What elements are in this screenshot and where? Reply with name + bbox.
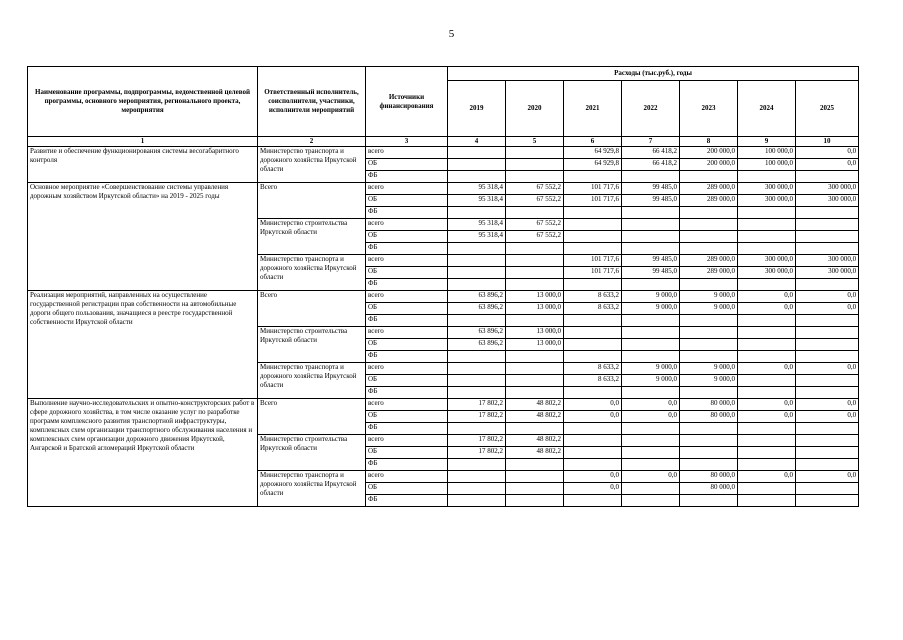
column-number: 9 (738, 137, 796, 147)
amount-cell (506, 207, 564, 219)
funding-source: всего (366, 291, 448, 303)
amount-cell: 80 000,0 (680, 471, 738, 483)
amount-cell: 0,0 (738, 291, 796, 303)
amount-cell: 0,0 (796, 147, 859, 159)
amount-cell: 0,0 (738, 399, 796, 411)
amount-cell: 64 929,8 (564, 159, 622, 171)
amount-cell: 63 896,2 (448, 327, 506, 339)
amount-cell: 300 000,0 (738, 195, 796, 207)
amount-cell: 48 802,2 (506, 435, 564, 447)
amount-cell: 0,0 (564, 411, 622, 423)
amount-cell (796, 423, 859, 435)
header-executor: Ответственный исполнитель, соисполнители, участники, исполнители мероприятий (258, 67, 366, 137)
amount-cell (680, 495, 738, 507)
amount-cell: 17 802,2 (448, 399, 506, 411)
amount-cell: 300 000,0 (796, 183, 859, 195)
amount-cell: 17 802,2 (448, 447, 506, 459)
executor-name: Министерство строительства Иркутской области (258, 435, 366, 471)
amount-cell (506, 495, 564, 507)
amount-cell (448, 459, 506, 471)
amount-cell (738, 219, 796, 231)
amount-cell (796, 435, 859, 447)
program-name: Развитие и обеспечение функционирования системы весогабаритного контроля (28, 147, 258, 183)
amount-cell (506, 459, 564, 471)
amount-cell: 0,0 (738, 363, 796, 375)
column-number: 10 (796, 137, 859, 147)
amount-cell: 95 318,4 (448, 231, 506, 243)
amount-cell (448, 375, 506, 387)
amount-cell: 0,0 (622, 411, 680, 423)
amount-cell (506, 351, 564, 363)
amount-cell (738, 387, 796, 399)
funding-source: всего (366, 435, 448, 447)
funding-source: ОБ (366, 375, 448, 387)
amount-cell (622, 435, 680, 447)
program-name: Основное мероприятие «Совершенствование системы управления дорожным хозяйством Иркутской области» на 2019 - 2025 годы (28, 183, 258, 291)
amount-cell: 48 802,2 (506, 411, 564, 423)
amount-cell (448, 171, 506, 183)
amount-cell (622, 339, 680, 351)
program-name: Выполнение научно-исследовательских и опытно-конструкторских работ в сфере дорожного хозяйства, в том числе оказание услуг по разработке программ комплексного развития транспортной инфраструктуры, комплексных схем организации транспортного обслуживания населения и комплексных схем организации дорожного движения Иркутской, Ангарской и Братской агломераций Иркутской области (28, 399, 258, 507)
amount-cell (680, 171, 738, 183)
amount-cell (448, 159, 506, 171)
amount-cell: 100 000,0 (738, 159, 796, 171)
amount-cell (622, 315, 680, 327)
amount-cell: 8 633,2 (564, 303, 622, 315)
amount-cell (680, 231, 738, 243)
amount-cell: 0,0 (796, 303, 859, 315)
executor-name: Министерство транспорта и дорожного хозяйства Иркутской области (258, 255, 366, 291)
page-number: 5 (448, 28, 455, 40)
amount-cell (564, 315, 622, 327)
funding-source: ОБ (366, 303, 448, 315)
amount-cell (680, 207, 738, 219)
amount-cell (564, 459, 622, 471)
amount-cell: 9 000,0 (622, 363, 680, 375)
amount-cell (564, 423, 622, 435)
amount-cell (564, 219, 622, 231)
amount-cell (564, 495, 622, 507)
amount-cell (506, 255, 564, 267)
program-name: Реализация мероприятий, направленных на осуществление государственной регистрации прав собственности на автомобильные дороги общего пользования, значащиеся в реестре государственной собственности Иркутской области (28, 291, 258, 399)
executor-name: Министерство транспорта и дорожного хозяйства Иркутской области (258, 471, 366, 507)
header-year-2019: 2019 (448, 81, 506, 137)
amount-cell (564, 387, 622, 399)
funding-source: всего (366, 255, 448, 267)
amount-cell (448, 243, 506, 255)
amount-cell: 95 318,4 (448, 219, 506, 231)
amount-cell: 289 000,0 (680, 267, 738, 279)
header-source: Источники финансирования (366, 67, 448, 137)
amount-cell (738, 279, 796, 291)
executor-name: Всего (258, 399, 366, 435)
funding-source: ФБ (366, 459, 448, 471)
header-year-2022: 2022 (622, 81, 680, 137)
amount-cell (680, 339, 738, 351)
amount-cell: 95 318,4 (448, 183, 506, 195)
header-year-2024: 2024 (738, 81, 796, 137)
header-name: Наименование программы, подпрограммы, ведомственной целевой программы, основного мероприятия, регионального проекта, мероприятия (28, 67, 258, 137)
amount-cell (738, 447, 796, 459)
amount-cell (796, 231, 859, 243)
column-number: 2 (258, 137, 366, 147)
funding-source: ОБ (366, 267, 448, 279)
amount-cell: 0,0 (564, 399, 622, 411)
amount-cell (448, 315, 506, 327)
amount-cell: 13 000,0 (506, 339, 564, 351)
amount-cell: 80 000,0 (680, 411, 738, 423)
amount-cell (448, 471, 506, 483)
amount-cell: 63 896,2 (448, 339, 506, 351)
amount-cell: 99 485,0 (622, 195, 680, 207)
header-expenses: Расходы (тыс.руб.), годы (448, 67, 859, 81)
funding-source: ОБ (366, 195, 448, 207)
amount-cell (448, 423, 506, 435)
header-year-2020: 2020 (506, 81, 564, 137)
amount-cell: 8 633,2 (564, 291, 622, 303)
amount-cell (796, 339, 859, 351)
amount-cell: 9 000,0 (622, 375, 680, 387)
amount-cell (680, 387, 738, 399)
amount-cell (680, 315, 738, 327)
amount-cell (796, 495, 859, 507)
amount-cell (564, 435, 622, 447)
funding-source: ФБ (366, 279, 448, 291)
amount-cell (796, 171, 859, 183)
amount-cell (738, 351, 796, 363)
amount-cell: 17 802,2 (448, 411, 506, 423)
funding-source: ФБ (366, 423, 448, 435)
amount-cell: 0,0 (796, 159, 859, 171)
amount-cell (448, 255, 506, 267)
funding-source: ФБ (366, 351, 448, 363)
amount-cell (506, 363, 564, 375)
amount-cell (622, 219, 680, 231)
table-row (28, 399, 859, 411)
amount-cell (506, 387, 564, 399)
amount-cell: 0,0 (622, 471, 680, 483)
amount-cell: 0,0 (738, 471, 796, 483)
amount-cell (506, 423, 564, 435)
funding-source: всего (366, 147, 448, 159)
executor-name: Министерство транспорта и дорожного хозяйства Иркутской области (258, 363, 366, 399)
amount-cell: 8 633,2 (564, 363, 622, 375)
amount-cell (448, 267, 506, 279)
amount-cell (622, 459, 680, 471)
funding-source: ФБ (366, 495, 448, 507)
amount-cell (680, 219, 738, 231)
amount-cell: 63 896,2 (448, 303, 506, 315)
amount-cell (680, 279, 738, 291)
amount-cell: 300 000,0 (738, 183, 796, 195)
executor-name: Министерство транспорта и дорожного хозяйства Иркутской области (258, 147, 366, 183)
amount-cell (564, 231, 622, 243)
amount-cell (506, 147, 564, 159)
amount-cell: 48 802,2 (506, 447, 564, 459)
amount-cell (622, 231, 680, 243)
amount-cell: 0,0 (738, 303, 796, 315)
amount-cell: 0,0 (564, 483, 622, 495)
amount-cell (622, 327, 680, 339)
amount-cell: 300 000,0 (796, 195, 859, 207)
amount-cell (738, 423, 796, 435)
amount-cell: 0,0 (796, 411, 859, 423)
funding-source: ФБ (366, 315, 448, 327)
amount-cell (796, 459, 859, 471)
amount-cell (564, 447, 622, 459)
amount-cell: 101 717,6 (564, 255, 622, 267)
amount-cell: 67 552,2 (506, 195, 564, 207)
amount-cell: 300 000,0 (796, 267, 859, 279)
amount-cell: 289 000,0 (680, 255, 738, 267)
amount-cell: 0,0 (564, 471, 622, 483)
amount-cell (622, 495, 680, 507)
amount-cell: 99 485,0 (622, 267, 680, 279)
funding-source: ОБ (366, 231, 448, 243)
amount-cell (564, 279, 622, 291)
amount-cell: 100 000,0 (738, 147, 796, 159)
amount-cell (622, 423, 680, 435)
amount-cell (564, 171, 622, 183)
funding-source: ОБ (366, 411, 448, 423)
amount-cell (796, 351, 859, 363)
amount-cell (680, 327, 738, 339)
executor-name: Всего (258, 183, 366, 219)
amount-cell (506, 471, 564, 483)
executor-name: Министерство строительства Иркутской области (258, 327, 366, 363)
amount-cell: 80 000,0 (680, 483, 738, 495)
amount-cell (622, 279, 680, 291)
amount-cell (796, 483, 859, 495)
column-number: 1 (28, 137, 258, 147)
amount-cell (564, 351, 622, 363)
amount-cell (622, 351, 680, 363)
table-row (28, 183, 859, 195)
amount-cell (796, 207, 859, 219)
amount-cell (506, 267, 564, 279)
amount-cell (506, 375, 564, 387)
amount-cell (506, 279, 564, 291)
header-year-2023: 2023 (680, 81, 738, 137)
executor-name: Министерство строительства Иркутской области (258, 219, 366, 255)
amount-cell (448, 387, 506, 399)
amount-cell: 9 000,0 (680, 291, 738, 303)
amount-cell (506, 483, 564, 495)
amount-cell (738, 243, 796, 255)
funding-source: всего (366, 399, 448, 411)
amount-cell (680, 435, 738, 447)
amount-cell: 13 000,0 (506, 303, 564, 315)
amount-cell: 95 318,4 (448, 195, 506, 207)
amount-cell (564, 243, 622, 255)
column-number: 6 (564, 137, 622, 147)
amount-cell: 289 000,0 (680, 183, 738, 195)
amount-cell: 0,0 (738, 411, 796, 423)
amount-cell: 0,0 (796, 291, 859, 303)
amount-cell: 300 000,0 (796, 255, 859, 267)
funding-source: всего (366, 471, 448, 483)
amount-cell (738, 339, 796, 351)
amount-cell (564, 327, 622, 339)
amount-cell: 64 929,8 (564, 147, 622, 159)
amount-cell (680, 447, 738, 459)
table-row (28, 147, 859, 159)
amount-cell (738, 495, 796, 507)
amount-cell: 66 418,2 (622, 159, 680, 171)
amount-cell: 48 802,2 (506, 399, 564, 411)
funding-source: ОБ (366, 483, 448, 495)
amount-cell (506, 315, 564, 327)
amount-cell (448, 495, 506, 507)
column-number: 3 (366, 137, 448, 147)
amount-cell (680, 351, 738, 363)
amount-cell (796, 387, 859, 399)
amount-cell (680, 459, 738, 471)
amount-cell (738, 459, 796, 471)
amount-cell (448, 351, 506, 363)
amount-cell: 67 552,2 (506, 219, 564, 231)
amount-cell: 0,0 (796, 363, 859, 375)
amount-cell: 80 000,0 (680, 399, 738, 411)
amount-cell (796, 375, 859, 387)
amount-cell (622, 387, 680, 399)
amount-cell: 101 717,6 (564, 195, 622, 207)
funding-source: ФБ (366, 171, 448, 183)
amount-cell (622, 243, 680, 255)
column-number: 7 (622, 137, 680, 147)
amount-cell (448, 147, 506, 159)
amount-cell (622, 171, 680, 183)
amount-cell (564, 207, 622, 219)
amount-cell (448, 483, 506, 495)
column-number: 8 (680, 137, 738, 147)
amount-cell: 0,0 (796, 471, 859, 483)
amount-cell (622, 207, 680, 219)
budget-table (27, 66, 859, 507)
amount-cell (738, 231, 796, 243)
amount-cell: 67 552,2 (506, 183, 564, 195)
funding-source: ОБ (366, 159, 448, 171)
column-number: 5 (506, 137, 564, 147)
amount-cell (796, 219, 859, 231)
funding-source: ФБ (366, 243, 448, 255)
amount-cell: 13 000,0 (506, 327, 564, 339)
amount-cell: 63 896,2 (448, 291, 506, 303)
amount-cell (738, 315, 796, 327)
amount-cell (796, 279, 859, 291)
amount-cell (448, 207, 506, 219)
amount-cell (506, 243, 564, 255)
amount-cell (738, 435, 796, 447)
amount-cell (680, 243, 738, 255)
header-year-2021: 2021 (564, 81, 622, 137)
amount-cell: 99 485,0 (622, 183, 680, 195)
amount-cell (738, 207, 796, 219)
amount-cell: 300 000,0 (738, 255, 796, 267)
funding-source: всего (366, 183, 448, 195)
amount-cell: 289 000,0 (680, 195, 738, 207)
amount-cell: 8 633,2 (564, 375, 622, 387)
amount-cell: 0,0 (622, 399, 680, 411)
amount-cell (796, 315, 859, 327)
amount-cell (564, 339, 622, 351)
amount-cell (680, 423, 738, 435)
amount-cell (506, 171, 564, 183)
column-number: 4 (448, 137, 506, 147)
amount-cell (738, 171, 796, 183)
amount-cell: 17 802,2 (448, 435, 506, 447)
amount-cell: 200 000,0 (680, 159, 738, 171)
amount-cell (796, 327, 859, 339)
amount-cell: 66 418,2 (622, 147, 680, 159)
funding-source: всего (366, 363, 448, 375)
amount-cell (738, 375, 796, 387)
executor-name: Всего (258, 291, 366, 327)
header-year-2025: 2025 (796, 81, 859, 137)
amount-cell (796, 243, 859, 255)
amount-cell: 9 000,0 (622, 291, 680, 303)
amount-cell: 9 000,0 (680, 375, 738, 387)
amount-cell (738, 483, 796, 495)
amount-cell: 300 000,0 (738, 267, 796, 279)
amount-cell: 67 552,2 (506, 231, 564, 243)
amount-cell: 9 000,0 (680, 303, 738, 315)
funding-source: всего (366, 327, 448, 339)
amount-cell: 0,0 (796, 399, 859, 411)
funding-source: ФБ (366, 387, 448, 399)
table-row (28, 291, 859, 303)
amount-cell: 13 000,0 (506, 291, 564, 303)
amount-cell: 9 000,0 (622, 303, 680, 315)
amount-cell: 99 485,0 (622, 255, 680, 267)
amount-cell: 101 717,6 (564, 267, 622, 279)
amount-cell (622, 483, 680, 495)
funding-source: ОБ (366, 339, 448, 351)
amount-cell (448, 363, 506, 375)
amount-cell (622, 447, 680, 459)
amount-cell (506, 159, 564, 171)
funding-source: ФБ (366, 207, 448, 219)
amount-cell: 9 000,0 (680, 363, 738, 375)
funding-source: всего (366, 219, 448, 231)
funding-source: ОБ (366, 447, 448, 459)
amount-cell: 101 717,6 (564, 183, 622, 195)
amount-cell (738, 327, 796, 339)
amount-cell (796, 447, 859, 459)
amount-cell: 200 000,0 (680, 147, 738, 159)
amount-cell (448, 279, 506, 291)
